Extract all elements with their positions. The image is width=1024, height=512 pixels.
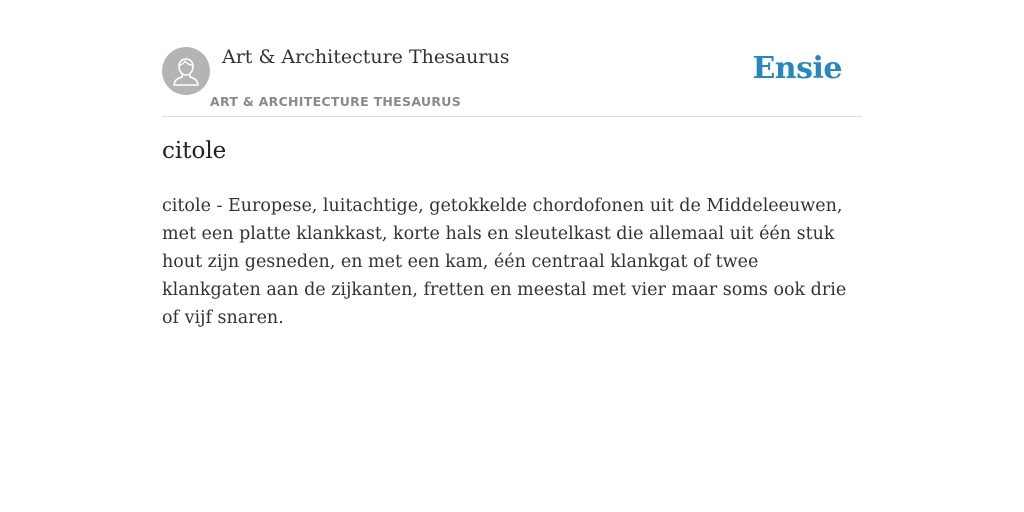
header (162, 40, 862, 117)
entry-definition: citole - Europese, luitachtige, getokkelde chordofonen uit de Middeleeuwen, met een platte klankkast, korte hals en sleutelkast die allemaal uit één stuk hout zijn gesneden, en met een kam, één centraal klankgat of twee klankgaten aan de zijkanten, fretten en meestal met vier maar soms ook drie of vijf snaren. (162, 196, 847, 328)
author-name[interactable]: Art & Architecture Thesaurus (222, 46, 510, 68)
avatar[interactable] (162, 47, 210, 95)
user-silhouette-icon (162, 47, 210, 95)
author-subtitle[interactable]: ART & ARCHITECTURE THESAURUS (210, 94, 462, 109)
ensie-logo[interactable]: Ensie (752, 51, 842, 86)
entry-title: citole (162, 138, 227, 164)
